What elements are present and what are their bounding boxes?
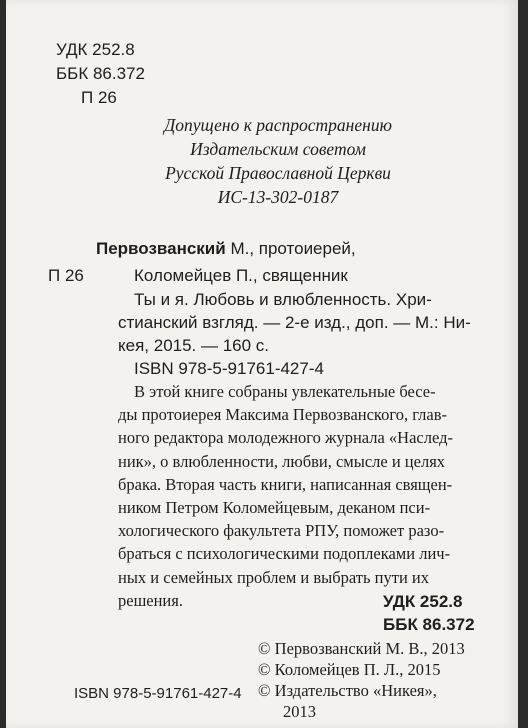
description-line-3: кея, 2015. — 160 с.	[118, 336, 270, 355]
author-mark-top: П 26	[81, 88, 117, 107]
author-mark-card: П 26	[48, 266, 84, 285]
annotation	[118, 380, 463, 612]
footer-isbn: ISBN 978-5-91761-427-4	[74, 685, 242, 702]
annotation-line: ник», о влюбленности, любви, смысле и целях	[118, 451, 446, 471]
copyright-4: 2013	[283, 702, 316, 721]
approval-line-3: Русской Православной Церкви	[165, 163, 391, 183]
annotation-line: ником Петром Коломейцевым, деканом пси-	[118, 498, 431, 518]
main-author-surname: Первозванский	[96, 239, 226, 258]
copyright-3: © Издательство «Никея»,	[258, 681, 437, 700]
udk-code-top: УДК 252.8	[56, 40, 135, 59]
annotation-line: браться с психологическими подоплеками лич-	[118, 544, 451, 564]
card-isbn: ISBN 978-5-91761-427-4	[134, 359, 324, 378]
approval-block	[128, 113, 428, 209]
main-author	[96, 237, 356, 260]
copyright-1: © Первозванский М. В., 2013	[258, 639, 465, 658]
udk-code-bottom: УДК 252.8	[383, 592, 463, 611]
approval-line-2: Издательским советом	[190, 139, 366, 159]
annotation-line: ного редактора молодежного журнала «Наслед-	[118, 428, 453, 448]
main-author-rest: М., протоиерей,	[225, 239, 356, 258]
bbk-code-top: ББК 86.372	[56, 64, 145, 83]
approval-number: ИС-13-302-0187	[217, 187, 339, 207]
annotation-line: решения.	[118, 590, 183, 610]
annotation-line: хологического факультета РПУ, поможет разо-	[118, 521, 445, 541]
annotation-line: В этой книге собраны увлекательные бесе-	[134, 382, 436, 401]
description-line-2: стианский взгляд. — 2-е изд., доп. — М.: Ни-	[118, 313, 471, 332]
description-line-1: Ты и я. Любовь и влюбленность. Хри-	[134, 290, 432, 309]
bbk-code-bottom: ББК 86.372	[383, 615, 475, 634]
coauthor: Коломейцев П., священник	[134, 266, 348, 285]
book-page	[6, 0, 518, 728]
annotation-line: брака. Вторая часть книги, написанная священ-	[118, 474, 453, 494]
copyright-2: © Коломейцев П. Л., 2015	[258, 660, 441, 679]
approval-line-1: Допущено к распространению	[164, 115, 392, 135]
annotation-line: ных и семейных проблем и выбрать пути их	[118, 567, 429, 587]
annotation-line: ды протоиерея Максима Первозванского, глав-	[118, 405, 447, 425]
